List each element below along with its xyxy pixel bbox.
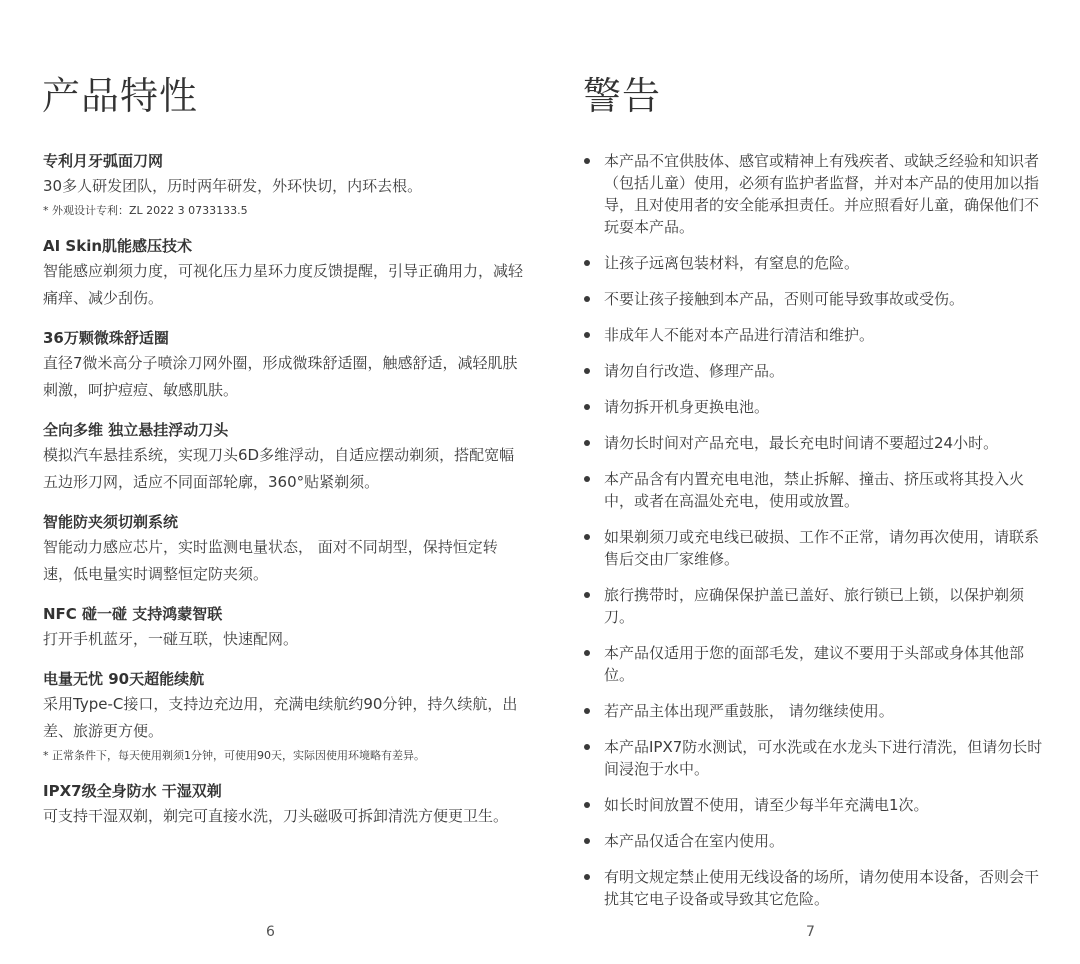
- warning-text: 请勿自行改造、修理产品。: [604, 362, 785, 380]
- right-page: [540, 0, 1080, 964]
- feature-item: [43, 602, 523, 653]
- bullet-icon: [584, 592, 590, 598]
- feature-heading: IPX7级全身防水 干湿双剃: [43, 782, 222, 800]
- feature-heading: 电量无忧 90天超能续航: [43, 670, 205, 688]
- page-number: 6: [266, 924, 275, 940]
- feature-item: [43, 667, 523, 765]
- bullet-icon: [584, 368, 590, 374]
- page-title-warnings: 警告: [583, 74, 662, 118]
- feature-item: [43, 418, 523, 496]
- bullet-icon: [584, 534, 590, 540]
- bullet-icon: [584, 260, 590, 266]
- warning-text: 本产品IPX7防水测试，可水洗或在水龙头下进行清洗，但请勿长时间浸泡于水中。: [604, 738, 1043, 778]
- bullet-icon: [584, 708, 590, 714]
- warning-text: 本产品不宜供肢体、感官或精神上有残疾者、或缺乏经验和知识者（包括儿童）使用，必须有监护者监督，并对本产品的使用加以指导，且对使用者的安全能承担责任。并应照看好儿童，确保他们不玩耍本产品。: [604, 152, 1040, 236]
- warning-text: 旅行携带时，应确保保护盖已盖好、旅行锁已上锁，以保护剃须刀。: [604, 586, 1025, 626]
- bullet-icon: [584, 296, 590, 302]
- warning-item: [582, 324, 1052, 346]
- warning-item: [582, 432, 1052, 454]
- warning-item: [582, 468, 1052, 512]
- bullet-icon: [584, 744, 590, 750]
- bullet-icon: [584, 404, 590, 410]
- warning-item: [582, 830, 1052, 852]
- feature-heading: NFC 碰一碰 支持鸿蒙智联: [43, 605, 223, 623]
- feature-heading: AI Skin肌能感压技术: [43, 237, 193, 255]
- feature-body: 智能动力感应芯片，实时监测电量状态， 面对不同胡型，保持恒定转速，低电量实时调整恒定防夹须。: [43, 538, 498, 583]
- warning-text: 有明文规定禁止使用无线设备的场所，请勿使用本设备，否则会干扰其它电子设备或导致其它危险。: [604, 868, 1040, 908]
- bullet-icon: [584, 650, 590, 656]
- feature-body: 采用Type-C接口，支持边充边用，充满电续航约90分钟，持久续航，出差、旅游更方便。: [43, 695, 518, 740]
- feature-heading: 36万颗微珠舒适圈: [43, 329, 169, 347]
- warning-list: [582, 150, 1052, 924]
- page-title-features: 产品特性: [42, 74, 199, 118]
- bullet-icon: [584, 332, 590, 338]
- warning-item: [582, 396, 1052, 418]
- warning-item: [582, 584, 1052, 628]
- bullet-icon: [584, 440, 590, 446]
- feature-body: 30多人研发团队，历时两年研发，外环快切，内环去根。: [43, 177, 423, 195]
- warning-text: 如果剃须刀或充电线已破损、工作不正常，请勿再次使用，请联系售后交由厂家维修。: [604, 528, 1040, 568]
- warning-text: 不要让孩子接触到本产品，否则可能导致事故或受伤。: [604, 290, 965, 308]
- warning-text: 若产品主体出现严重鼓胀， 请勿继续使用。: [604, 702, 894, 720]
- warning-item: [582, 794, 1052, 816]
- feature-note: * 外观设计专利：ZL 2022 3 0733133.5: [43, 204, 248, 217]
- feature-body: 打开手机蓝牙，一碰互联，快速配网。: [43, 630, 299, 648]
- bullet-icon: [584, 476, 590, 482]
- warning-item: [582, 526, 1052, 570]
- bullet-icon: [584, 838, 590, 844]
- warning-item: [582, 700, 1052, 722]
- feature-heading: 全向多维 独立悬挂浮动刀头: [43, 421, 229, 439]
- feature-item: [43, 149, 523, 220]
- warning-item: [582, 866, 1052, 910]
- warning-item: [582, 736, 1052, 780]
- warning-item: [582, 288, 1052, 310]
- warning-item: [582, 642, 1052, 686]
- feature-item: [43, 510, 523, 588]
- warning-item: [582, 252, 1052, 274]
- warning-text: 请勿拆开机身更换电池。: [604, 398, 770, 416]
- feature-list: [43, 149, 523, 844]
- warning-text: 请勿长时间对产品充电，最长充电时间请不要超过24小时。: [604, 434, 999, 452]
- bullet-icon: [584, 874, 590, 880]
- feature-body: 可支持干湿双剃，剃完可直接水洗，刀头磁吸可拆卸清洗方便更卫生。: [43, 807, 509, 825]
- feature-item: [43, 326, 523, 404]
- feature-body: 直径7微米高分子喷涂刀网外圈，形成微珠舒适圈，触感舒适，减轻肌肤刺激，呵护痘痘、敏感肌肤。: [43, 354, 518, 399]
- page-number: 7: [806, 924, 815, 940]
- feature-item: [43, 779, 523, 830]
- feature-body: 智能感应剃须力度，可视化压力星环力度反馈提醒，引导正确用力，减轻痛痒、减少刮伤。: [43, 262, 524, 307]
- warning-item: [582, 150, 1052, 238]
- warning-text: 本产品仅适用于您的面部毛发，建议不要用于头部或身体其他部位。: [604, 644, 1025, 684]
- warning-text: 本产品仅适合在室内使用。: [604, 832, 785, 850]
- feature-body: 模拟汽车悬挂系统，实现刀头6D多维浮动，自适应摆动剃须，搭配宽幅五边形刀网，适应不同面部轮廓，360°贴紧剃须。: [43, 446, 515, 491]
- feature-heading: 智能防夹须切剃系统: [43, 513, 179, 531]
- warning-text: 如长时间放置不使用，请至少每半年充满电1次。: [604, 796, 929, 814]
- feature-item: [43, 234, 523, 312]
- feature-heading: 专利月牙弧面刀网: [43, 152, 164, 170]
- bullet-icon: [584, 802, 590, 808]
- warning-item: [582, 360, 1052, 382]
- warning-text: 本产品含有内置充电电池，禁止拆解、撞击、挤压或将其投入火中，或者在高温处充电，使用或放置。: [604, 470, 1025, 510]
- warning-text: 非成年人不能对本产品进行清洁和维护。: [604, 326, 875, 344]
- warning-text: 让孩子远离包装材料，有窒息的危险。: [604, 254, 860, 272]
- bullet-icon: [584, 158, 590, 164]
- feature-note: * 正常条件下，每天使用剃须1分钟，可使用90天，实际因使用环境略有差异。: [43, 749, 425, 762]
